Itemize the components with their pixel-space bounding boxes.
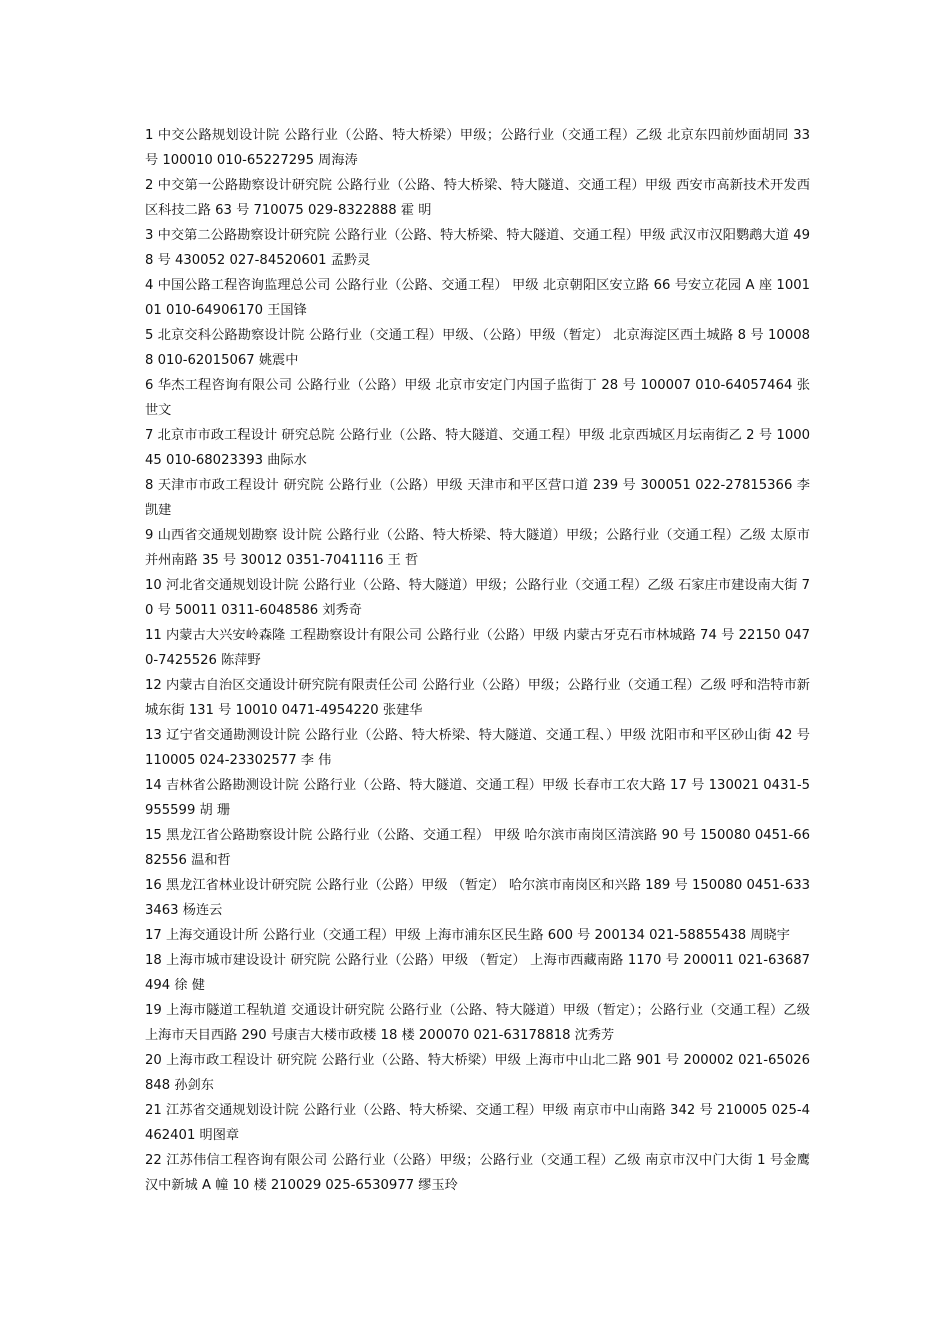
company-entry: 7 北京市市政工程设计 研究总院 公路行业（公路、特大隧道、交通工程）甲级 北京西城区月坛南街乙 2 号 100045 010-68023393 曲际水 [145,428,810,468]
company-entry: 21 江苏省交通规划设计院 公路行业（公路、特大桥梁、交通工程）甲级 南京市中山南路 342 号 210005 025-4462401 明图章 [145,1103,810,1143]
company-entry: 22 江苏伟信工程咨询有限公司 公路行业（公路）甲级；公路行业（交通工程）乙级 南京市汉中门大街 1 号金鹰汉中新城 A 幢 10 楼 210029 025-6530977 缪玉玲 [145,1153,810,1193]
company-entry: 15 黑龙江省公路勘察设计院 公路行业（公路、交通工程） 甲级 哈尔滨市南岗区清滨路 90 号 150080 0451-6682556 温和哲 [145,828,810,868]
company-list [145,123,810,1198]
company-entry: 3 中交第二公路勘察设计研究院 公路行业（公路、特大桥梁、特大隧道、交通工程）甲级 武汉市汉阳鹦鹉大道 498 号 430052 027-84520601 孟黔灵 [145,228,810,268]
company-entry: 9 山西省交通规划勘察 设计院 公路行业（公路、特大桥梁、特大隧道）甲级；公路行业（交通工程）乙级 太原市并州南路 35 号 30012 0351-7041116 王 哲 [145,528,810,568]
company-entry: 2 中交第一公路勘察设计研究院 公路行业（公路、特大桥梁、特大隧道、交通工程）甲级 西安市高新技术开发西区科技二路 63 号 710075 029-8322888 霍 明 [145,178,810,218]
company-entry: 6 华杰工程咨询有限公司 公路行业（公路）甲级 北京市安定门内国子监街丁 28 号 100007 010-64057464 张世文 [145,378,810,418]
company-entry: 11 内蒙古大兴安岭森隆 工程勘察设计有限公司 公路行业（公路）甲级 内蒙古牙克石市林城路 74 号 22150 0470-7425526 陈萍野 [145,628,810,668]
company-entry: 20 上海市政工程设计 研究院 公路行业（公路、特大桥梁）甲级 上海市中山北二路 901 号 200002 021-65026848 孙剑东 [145,1053,810,1093]
company-entry: 10 河北省交通规划设计院 公路行业（公路、特大隧道）甲级；公路行业（交通工程）乙级 石家庄市建设南大街 70 号 50011 0311-6048586 刘秀奇 [145,578,810,618]
company-entry: 5 北京交科公路勘察设计院 公路行业（交通工程）甲级、（公路）甲级（暂定） 北京海淀区西土城路 8 号 100088 010-62015067 姚震中 [145,328,810,368]
company-entry: 12 内蒙古自治区交通设计研究院有限责任公司 公路行业（公路）甲级；公路行业（交通工程）乙级 呼和浩特市新城东街 131 号 10010 0471-4954220 张建华 [145,678,810,718]
company-entry: 19 上海市隧道工程轨道 交通设计研究院 公路行业（公路、特大隧道）甲级（暂定）；公路行业（交通工程）乙级 上海市天目西路 290 号康吉大楼市政楼 18 楼 200070 021-63178818 沈秀芳 [145,1003,810,1043]
company-entry: 13 辽宁省交通勘测设计院 公路行业（公路、特大桥梁、特大隧道、交通工程、）甲级 沈阳市和平区砂山街 42 号 110005 024-23302577 李 伟 [145,728,810,768]
company-entry: 4 中国公路工程咨询监理总公司 公路行业（公路、交通工程） 甲级 北京朝阳区安立路 66 号安立花园 A 座 100101 010-64906170 王国锋 [145,278,810,318]
company-entry: 8 天津市市政工程设计 研究院 公路行业（公路）甲级 天津市和平区营口道 239 号 300051 022-27815366 李凯建 [145,478,810,518]
company-entry: 17 上海交通设计所 公路行业（交通工程）甲级 上海市浦东区民生路 600 号 200134 021-58855438 周晓宇 [145,928,790,943]
company-entry: 18 上海市城市建设设计 研究院 公路行业（公路）甲级 （暂定） 上海市西藏南路 1170 号 200011 021-63687494 徐 健 [145,953,810,993]
company-entry: 14 吉林省公路勘测设计院 公路行业（公路、特大隧道、交通工程）甲级 长春市工农大路 17 号 130021 0431-5955599 胡 珊 [145,778,810,818]
company-entry: 16 黑龙江省林业设计研究院 公路行业（公路）甲级 （暂定） 哈尔滨市南岗区和兴路 189 号 150080 0451-6333463 杨连云 [145,878,810,918]
company-entry: 1 中交公路规划设计院 公路行业（公路、特大桥梁）甲级；公路行业（交通工程）乙级 北京东四前炒面胡同 33 号 100010 010-65227295 周海涛 [145,128,810,168]
